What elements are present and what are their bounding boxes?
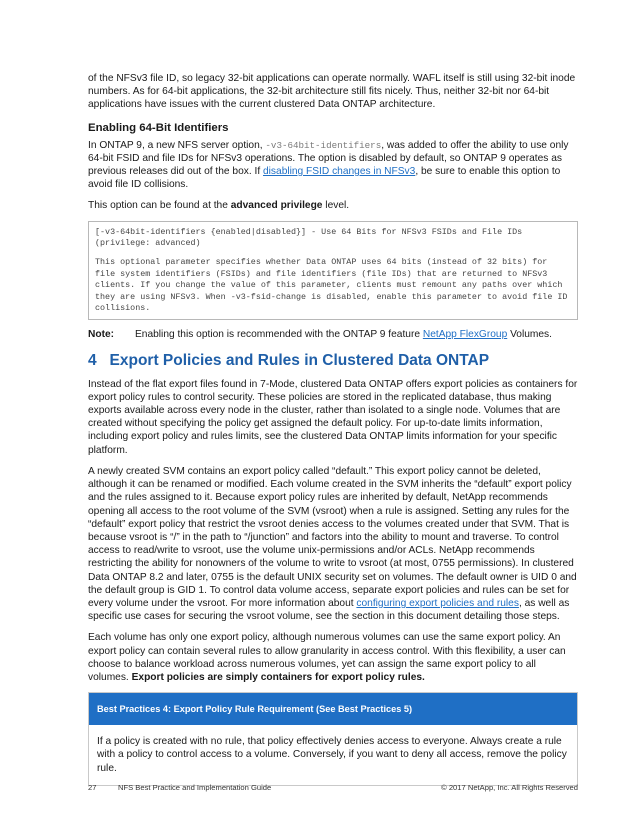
best-practice-body: If a policy is created with no rule, that policy effectively denies access to everyone. Always create a rule with a policy to control access to a volume. Conversely, if you want to deny all access, remove the policy rule.: [97, 736, 567, 774]
paragraph-intro: of the NFSv3 file ID, so legacy 32-bit applications can operate normally. WAFL itself is still using 32-bit inode numbers. As for 64-bit applications, the 32-bit architecture still fits nicely. Thus, neither 32-bit nor 64-bit applications have issues with the current clustered Data ONTAP architecture.: [88, 73, 576, 111]
best-practice-callout: [88, 692, 578, 786]
footer-copyright: © 2017 NetApp, Inc. All Rights Reserved: [441, 783, 578, 792]
paragraph-ontap9-option: In ONTAP 9, a new NFS server option, -v3-64bit-identifiers, was added to offer the ability to use only 64-bit FSID and file IDs for NFSv3 operations. The option is disabled by default, so ONTAP 9 operates as previous releases did out of the box. If disabling FSID changes in NFSv3, be sure to enable this option to avoid file ID collisions.: [88, 139, 569, 191]
code-line-description: This optional parameter specifies whether Data ONTAP uses 64 bits (instead of 32 bits) for file system identifiers (FSIDs) and file identifiers (file IDs) that are returned to NFSv3 clients. If you change the value of this parameter, clients must remount any paths over which they are using NFSv3. When -v3-fsid-change is disabled, enable this parameter to avoid file ID collisions.: [95, 257, 568, 314]
code-line-syntax: [-v3-64bit-identifiers {enabled|disabled}] - Use 64 Bits for NFSv3 FSIDs and File IDs (privilege: advanced): [95, 226, 523, 249]
paragraph-one-policy: Each volume has only one export policy, although numerous volumes can use the same export policy. An export policy can contain several rules to allow granularity in access control. With this flexibility, a user can choose to balance workload across numerous volumes, yet can assign the same export policy to all volumes. Export policies are simply containers for export policy rules.: [88, 632, 566, 683]
paragraph-privilege: This option can be found at the advanced privilege level.: [88, 200, 350, 212]
page-number: 27: [88, 783, 97, 792]
link-configuring-export-policies[interactable]: configuring export policies and rules: [356, 597, 519, 609]
inline-code-option: -v3-64bit-identifiers: [265, 139, 382, 151]
heading-enabling-64bit: Enabling 64-Bit Identifiers: [88, 121, 229, 134]
link-disabling-fsid[interactable]: disabling FSID changes in NFSv3: [263, 166, 416, 178]
paragraph-export-policies: Instead of the flat export files found in 7-Mode, clustered Data ONTAP offers export policies as containers for export policy rules to control security. These policies are stored in the replicated database, thus making exports available across every node in the cluster, rather than isolated to a single node. Volumes that are created without specifying the policy get assigned the default policy. For up-to-date limits information, including export policy and rules limits, see the clustered Data ONTAP limits information for your specific platform.: [88, 378, 578, 456]
footer-title: NFS Best Practice and Implementation Guide: [118, 783, 272, 792]
note-label: Note:: [88, 329, 115, 341]
link-flexgroup[interactable]: NetApp FlexGroup: [422, 329, 508, 341]
paragraph-default-policy: A newly created SVM contains an export policy called “default.” This export policy cannot be deleted, although it can be renamed or modified. Each volume created in the SVM inherits the “default” export policy and the rules assigned to it. Because export policy rules are inherited by default, NetApp recommends opening all access to the root volume of the SVM (vsroot) when a rule is assigned. Setting any rules for the “default” export policy that restrict the vsroot denies access to the volumes created under that SVM. That is because vsroot is “/” in the path to “/junction” and factors into the ability to mount and traverse. To control access to read/write to vsroot, use the volume unix-permissions and/or ACLs. NetApp recommends restricting the ability for nonowners of the volume to write to vsroot (at most, 0755 permissions). In clustered Data ONTAP 8.2 and later, 0755 is the default UNIX security set on volumes. The default owner is UID 0 and the default group is GID 1. To control data volume access, separate export policies and rules can be set for every volume under the vsroot. For more information about configuring export policies and rules, as well as specific use cases for securing the vsroot volume, see the section in this document detailing those steps.: [88, 465, 577, 623]
page-footer: [88, 783, 578, 792]
code-block: [88, 221, 578, 321]
note-text: Enabling this option is recommended with the ONTAP 9 feature NetApp FlexGroup Volumes.: [135, 329, 552, 341]
section-heading-export-policies: 4 Export Policies and Rules in Clustered Data ONTAP: [88, 351, 490, 369]
best-practice-title: Best Practices 4: Export Policy Rule Requirement (See Best Practices 5): [89, 693, 577, 725]
note: [88, 328, 578, 341]
page-content: [88, 72, 578, 786]
